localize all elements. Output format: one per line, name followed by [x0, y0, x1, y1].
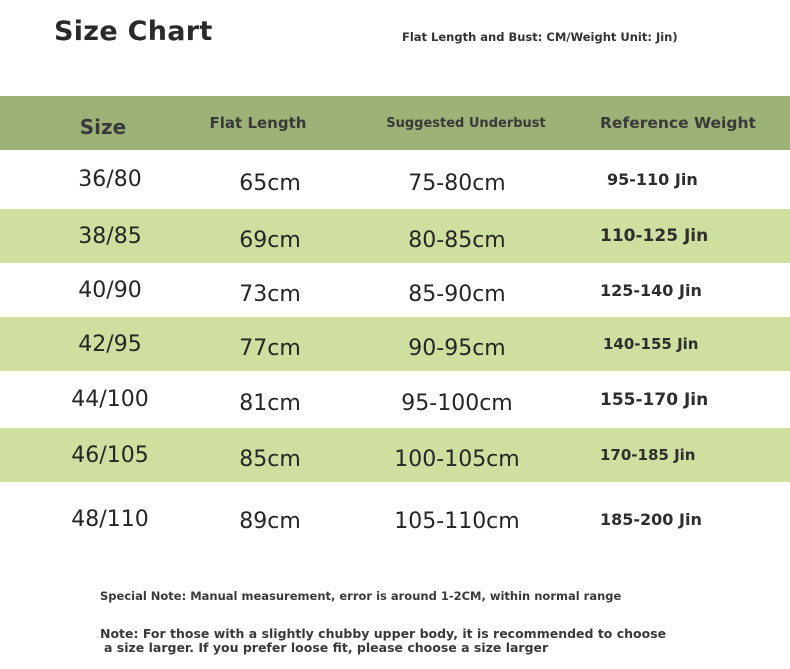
underbust-cell: 75-80cm [408, 171, 506, 196]
table-row [0, 371, 790, 428]
underbust-cell: 80-85cm [408, 227, 506, 253]
size-cell: 38/85 [78, 223, 142, 249]
table-row [0, 482, 790, 556]
size-cell: 40/90 [78, 277, 142, 303]
length-cell: 81cm [239, 391, 301, 416]
page-title: Size Chart [54, 16, 213, 47]
underbust-cell: 105-110cm [394, 508, 520, 534]
weight-cell: 170-185 Jin [600, 446, 696, 464]
header-weight: Reference Weight [600, 114, 756, 132]
weight-cell: 110-125 Jin [600, 226, 709, 246]
length-cell: 73cm [239, 281, 301, 307]
weight-cell: 155-170 Jin [600, 389, 709, 410]
size-cell: 44/100 [71, 387, 149, 412]
size-table [0, 96, 790, 556]
unit-note: Flat Length and Bust: CM/Weight Unit: Jin) [402, 30, 678, 44]
table-row [0, 317, 790, 371]
weight-cell: 185-200 Jin [600, 509, 702, 529]
length-cell: 65cm [239, 171, 301, 196]
header-size: Size [79, 115, 127, 139]
table-header-row [0, 96, 790, 150]
fit-note [100, 627, 740, 655]
size-cell: 48/110 [71, 506, 149, 532]
length-cell: 77cm [239, 335, 301, 361]
weight-cell: 95-110 Jin [607, 170, 698, 189]
weight-cell: 125-140 Jin [600, 280, 702, 300]
size-cell: 36/80 [78, 167, 142, 192]
special-note: Special Note: Manual measurement, error is around 1-2CM, within normal range [100, 589, 622, 603]
header-flat-length: Flat Length [209, 114, 307, 132]
length-cell: 85cm [239, 446, 301, 472]
fit-note-line1: Note: For those with a slightly chubby upper body, it is recommended to choose [100, 626, 667, 641]
size-cell: 46/105 [71, 442, 149, 468]
underbust-cell: 85-90cm [408, 281, 506, 307]
fit-note-line2: a size larger. If you prefer loose fit, please choose a size larger [104, 640, 549, 655]
table-row [0, 263, 790, 317]
size-cell: 42/95 [78, 331, 142, 357]
table-row [0, 150, 790, 209]
underbust-cell: 100-105cm [394, 446, 520, 472]
table-row [0, 428, 790, 482]
length-cell: 69cm [239, 227, 301, 253]
underbust-cell: 90-95cm [408, 335, 506, 361]
length-cell: 89cm [239, 508, 301, 534]
header-underbust: Suggested Underbust [386, 115, 546, 131]
table-row [0, 209, 790, 263]
weight-cell: 140-155 Jin [603, 335, 699, 353]
underbust-cell: 95-100cm [401, 391, 513, 416]
